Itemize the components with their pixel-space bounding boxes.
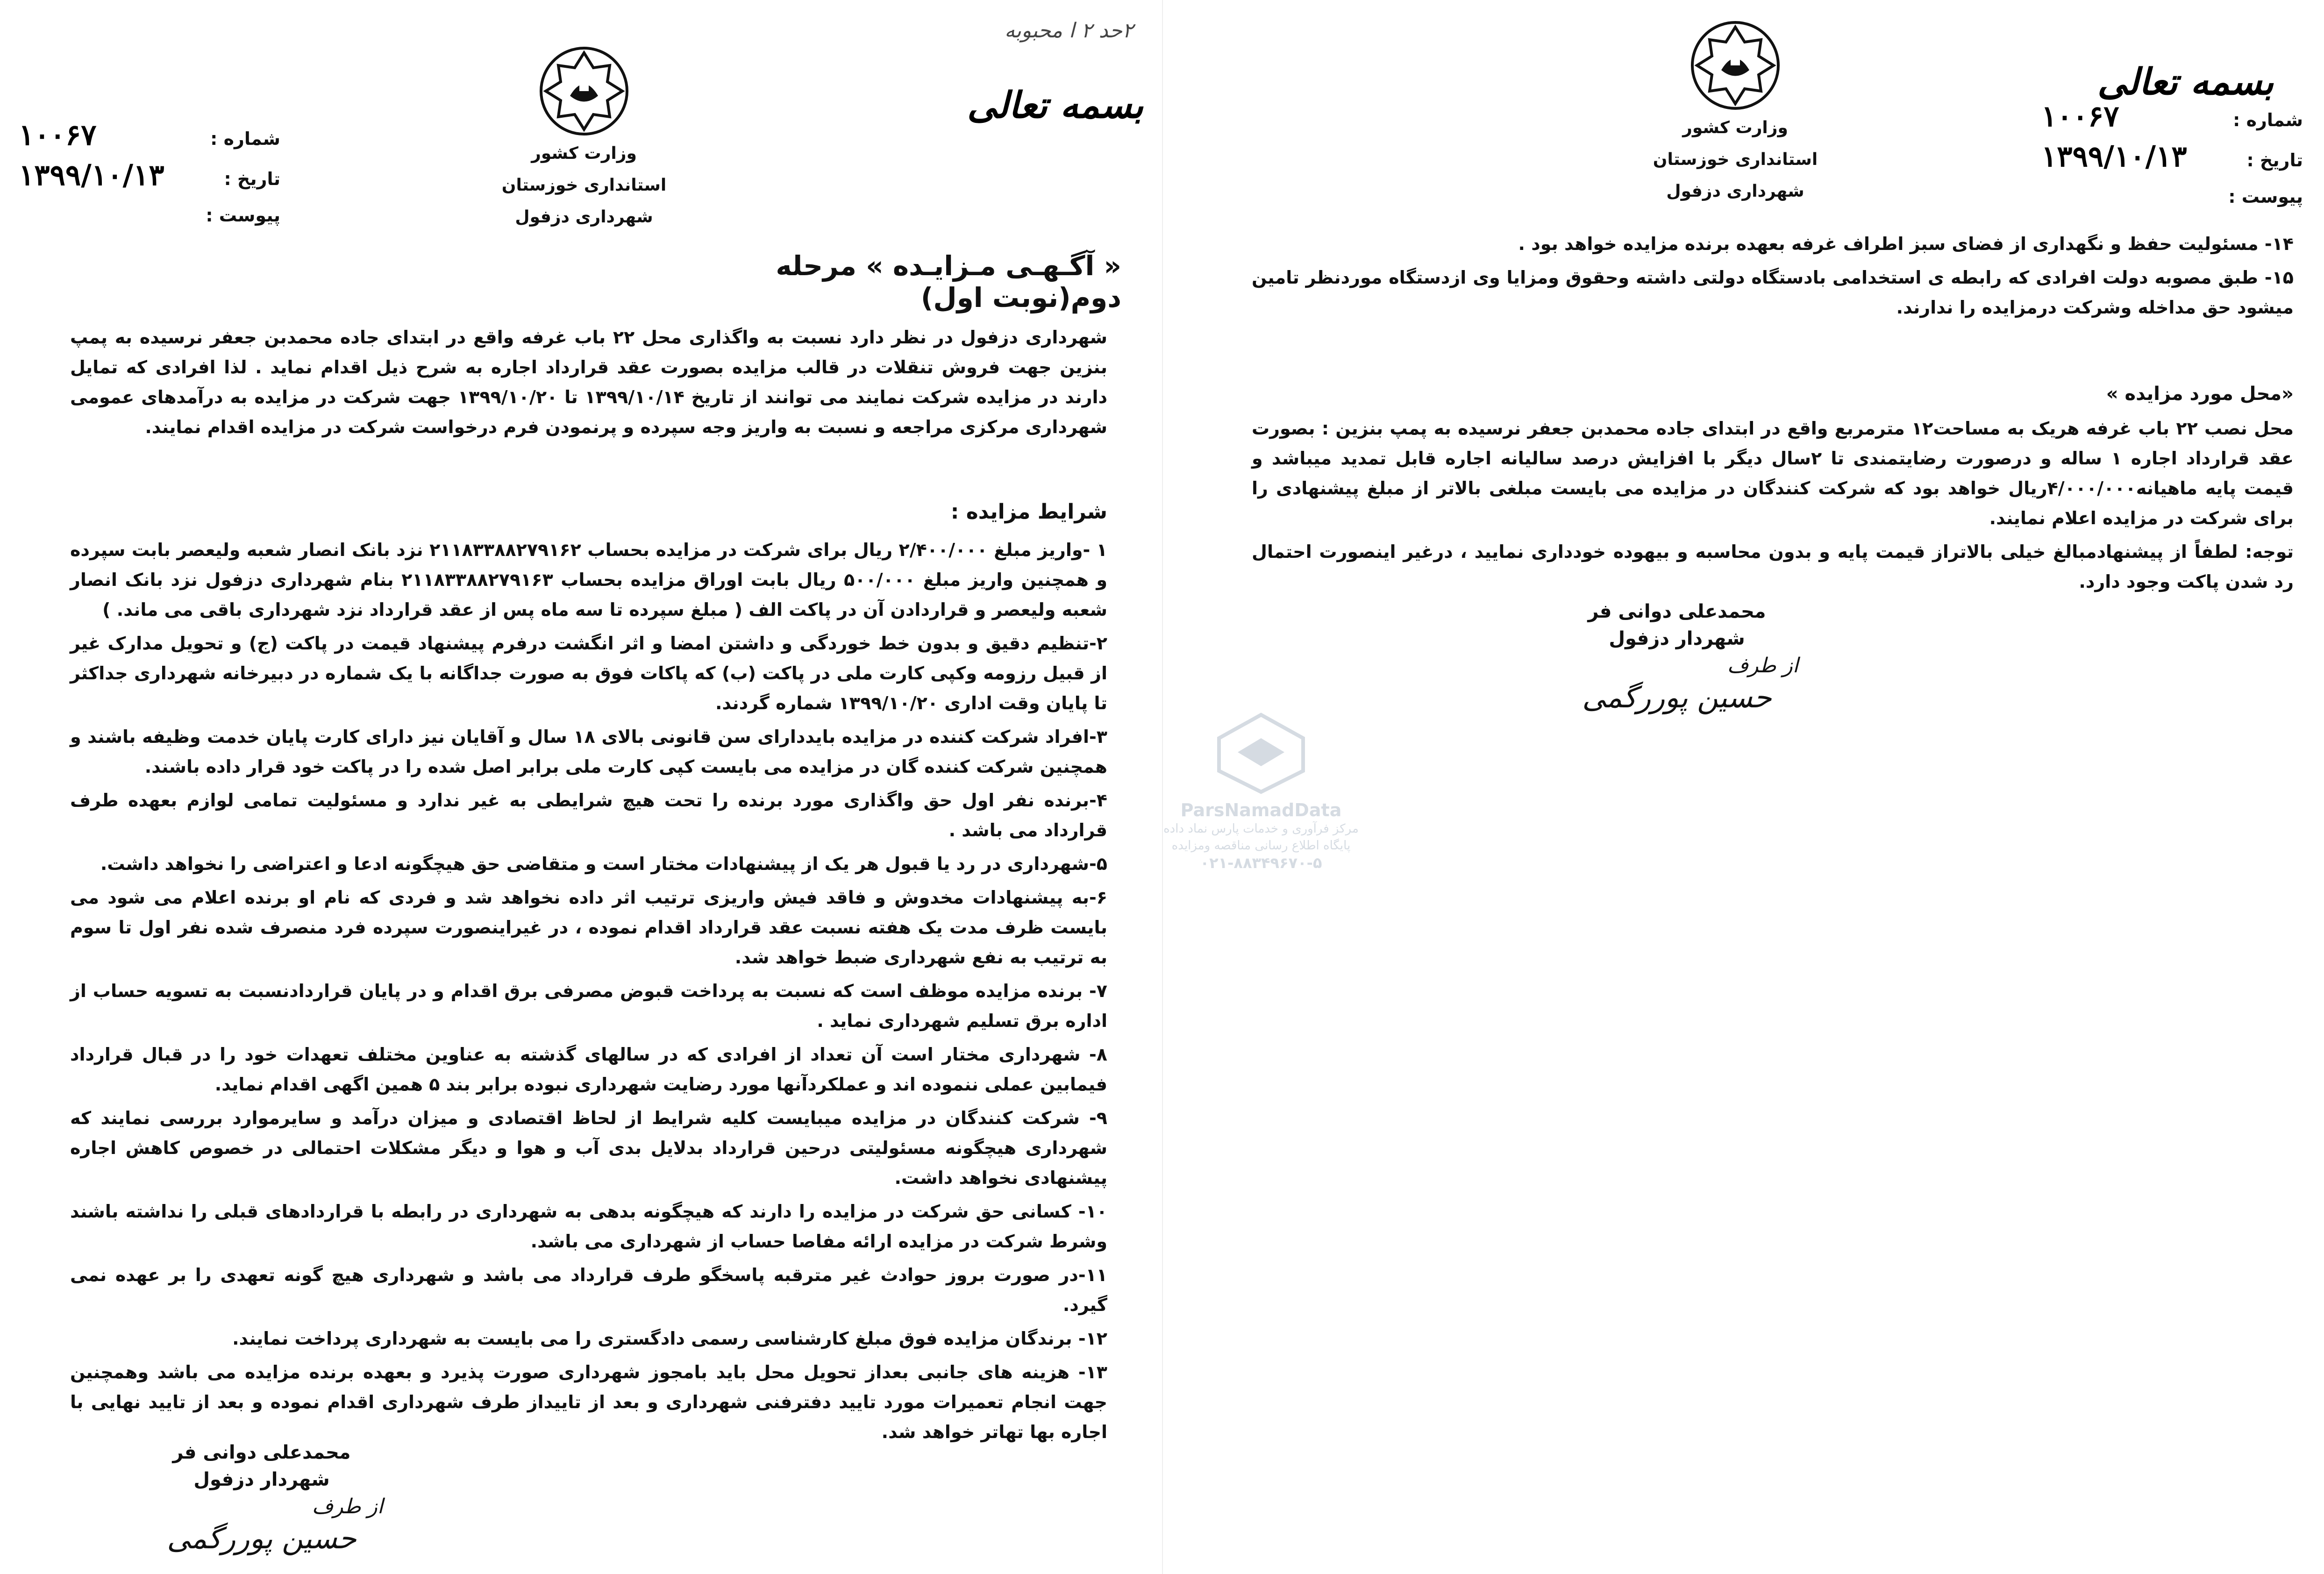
condition-item: ۱۲- برندگان مزایده فوق مبلغ کارشناسی رسمی دادگستری را می بایست به شهرداری پرداخت نمایند. [232, 1328, 1107, 1349]
auction-location-heading: «محل مورد مزایده » [2106, 383, 2294, 405]
condition-item: ۳-افراد شرکت کننده در مزایده بایددارای سن قانونی بالای ۱۸ سال و آقایان نیز دارای کارت پایان خدمت وظیفه باشند و همچنین شرکت کننده گان در مزایده می بایست کپی کارت ملی برابر اصل شده را در پاکت خود قرار داده باشند. [70, 726, 1107, 777]
auction-note: توجه: لطفاً از پیشنهادمبالغ خیلی بالاتراز قیمت پایه و بدون محاسبه و بیهوده خودداری نمایید ، درغیر اینصورت احتمال رد شدن پاکت وجود دارد. [1252, 541, 2294, 592]
additional-conditions [1252, 229, 2294, 326]
organization-block [495, 138, 673, 233]
organization-block [1647, 112, 1824, 207]
condition-item: ۹- شرکت کنندگان در مزایده میبایست کلیه شرایط از لحاظ اقتصادی و میزان درآمد و سایرموارد بررسی نمایند که شهرداری هیچگونه مسئولیتی درحین قرارداد بدلایل بدی آب و هوا و دیگر مشکلات احتمالی در خصوص کاهش اجاره پیشنهادی نخواهد داشت. [70, 1108, 1107, 1188]
basmala-heading: بسمه تعالی [2097, 61, 2274, 103]
condition-item: ۷- برنده مزایده موظف است که نسبت به پرداخت قبوض مصرفی برق اقدام و در پایان قراردادنسبت به تسویه حساب از اداره برق تسلیم شهرداری نماید . [70, 981, 1107, 1031]
attachment-label: پیوست : [2228, 186, 2303, 207]
condition-item: ۲-تنظیم دقیق و بدون خط خوردگی و داشتن امضا و اثر انگشت درفرم پیشنهاد قیمت در پاکت (ج) و تحویل مدارک غیر از قبیل رزومه وکپی کارت ملی در پاکت (ب) که پاکات فوق به صورت جداگانه با یک شماره در دبیرخانه شهرداری جداکثر تا پایان وقت اداری ۱۳۹۹/۱۰/۲۰ شماره گردند. [70, 633, 1107, 713]
handwritten-note: ۲حد ۲ ا محبوبه [1005, 19, 1133, 43]
signatory-role: شهردار دزفول [193, 1469, 330, 1490]
org-line-ministry: وزارت کشور [1682, 118, 1788, 137]
auction-location-text: محل نصب ۲۲ باب غرفه هریک به مساحت۱۲ مترمربع واقع در ابتدای جاده محمدبن جعفر نرسیده به پمپ بنزین : بصورت عقد قرارداد اجاره ۱ ساله و درصورت رضایتمندی تا ۲سال دیگر با افزایش درصد سالیانه اجاره قابل تمدید میباشد و قیمت پایه ماهیانه۴/۰۰۰/۰۰۰ریال خواهد بود که شرکت کنندگان در مزایده می بایست مبلغی بالاتر از مبلغ پیشنهادی را برای شرکت در مزایده اعلام نمایند. [1252, 418, 2294, 528]
watermark-phone: ۰۲۱-۸۸۳۴۹۶۷۰-۵ [1200, 854, 1322, 872]
number-value: ۱۰۰۶۷ [2041, 99, 2119, 133]
watermark-line-2: پایگاه اطلاع رسانی مناقصه ومزایده [1171, 839, 1351, 853]
org-line-municipality: شهرداری دزفول [515, 207, 653, 227]
signatory-name: محمدعلی دوانی فر [172, 1442, 351, 1463]
date-label: تاریخ : [2246, 150, 2303, 171]
signature-prefix: از طرف [1727, 654, 1798, 677]
attachment-label: پیوست : [206, 205, 280, 226]
notice-title: « آگـهـی مـزایـده » مرحله دوم(نوبت اول) [776, 250, 1121, 313]
signature-prefix: از طرف [312, 1495, 383, 1518]
condition-item: ۶-به پیشنهادات مخدوش و فاقد فیش واریزی ترتیب اثر داده نخواهد شد و فردی که نام او برنده اعلام می شود می بایست ظرف مدت یک هفته نسبت عقد قرارداد اقدام نموده ، در غیراینصورت سپرده فرد منصرف شده نفر اول تا سوم به ترتیب به نفع شهرداری ضبط خواهد شد. [70, 887, 1107, 968]
watermark-logo-icon [1210, 710, 1312, 794]
watermark-line-1: مرکز فرآوری و خدمات پارس نماد داده [1163, 822, 1359, 836]
org-line-ministry: وزارت کشور [531, 144, 637, 163]
org-line-governorate: استانداری خوزستان [501, 176, 667, 195]
date-label: تاریخ : [224, 169, 280, 189]
condition-item: ۱ -واریز مبلغ ۲/۴۰۰/۰۰۰ ریال برای شرکت در مزایده بحساب ۲۱۱۸۳۳۸۸۲۷۹۱۶۲ نزد بانک انصار شعبه ولیعصر بابت سپرده و همچنین واریز مبلغ ۵۰۰/۰۰۰ ریال بابت اوراق مزایده بحساب ۲۱۱۸۳۳۸۸۲۷۹۱۶۳ بنام شهرداری دزفول نزد بانک انصار شعبه ولیعصر و قراردادن آن در پاکت الف ( مبلغ سپرده تا سه ماه پس از عقد قرارداد نزد شهرداری باقی می ماند. ) [70, 540, 1108, 620]
signature-block [1555, 598, 1798, 714]
conditions-heading: شرایط مزایده : [950, 500, 1107, 524]
condition-item: ۵-شهرداری در رد یا قبول هر یک از پیشنهادات مختار است و متقاضی حق هیچگونه ادعا و اعتراضی را نخواهد داشت. [100, 854, 1107, 874]
signature-block [140, 1439, 383, 1555]
condition-item: ۸- شهرداری مختار است آن تعداد از افرادی که در سالهای گذشته به عناوین مختلف تعهدات خود را در قبال قرارداد فیمابین عملی ننموده اند و عملکردآنها مورد رضایت شهرداری نبوده برابر بند ۵ همین اگهی اقدام نماید. [70, 1044, 1107, 1095]
signatory-role: شهردار دزفول [1609, 628, 1745, 649]
condition-item: ۱۰- کسانی حق شرکت در مزایده را دارند که هیچگونه بدهی به شهرداری در رابطه با قراردادهای قبلی را نداشته باشند وشرط شرکت در مزایده ارائه مفاصا حساب از شهرداری می باشد. [70, 1201, 1107, 1252]
right-page [1162, 0, 2324, 1574]
notice-intro: شهرداری دزفول در نظر دارد نسبت به واگذاری محل ۲۲ باب غرفه واقع در ابتدای جاده محمدبن جعفر نرسیده به پمپ بنزین جهت فروش تنقلات در قالب مزایده بصورت عقد قرارداد اجاره به شرح ذیل اقدام نماید . لذا افرادی که تمایل دارند در مزایده شرکت نمایند می توانند از تاریخ ۱۳۹۹/۱۰/۱۴ تا ۱۳۹۹/۱۰/۲۰ جهت شرکت در مزایده به درآمدهای عمومی شهرداری مرکزی مراجعه و نسبت به واریز وجه سپرده و پرنمودن فرم درخواست شرکت در مزایده اقدام نمایند. [70, 327, 1107, 437]
condition-item: ۱۵- طبق مصوبه دولت افرادی که رابطه ی استخدامی بادستگاه دولتی داشته وحقوق ومزایا وی ازدستگاه موردنظر تامین میشود حق مداخله وشرکت درمزایده را ندارند. [1252, 267, 2294, 318]
handwritten-signature: حسین پوررگمی [1582, 680, 1772, 714]
org-line-governorate: استانداری خوزستان [1653, 150, 1818, 169]
watermark-brand: ParsNamadData [1180, 800, 1342, 820]
auction-location-section [1252, 413, 2294, 600]
condition-item: ۱۳- هزینه های جانبی بعداز تحویل محل باید بامجوز شهرداری صورت پذیرد و بعهده برنده مزایده می باشد وهمچنین جهت انجام تعمیرات مورد تایید دفترفنی شهرداری و بعد از تاییداز طرف شهرداری اقدام نموده و بعد از تایید نهایی با اجاره بها تهاتر خواهد شد. [70, 1362, 1107, 1442]
condition-item: ۴-برنده نفر اول حق واگذاری مورد برنده را تحت هیچ شرایطی به غیر ندارد و مسئولیت تمامی لوازم بعهده طرف قرارداد می باشد . [70, 790, 1107, 840]
number-value: ۱۰۰۶۷ [19, 118, 97, 152]
signatory-name: محمدعلی دوانی فر [1588, 601, 1766, 622]
condition-item: ۱۱-در صورت بروز حوادث غیر مترقبه پاسخگو طرف قرارداد می باشد و شهرداری هیچ گونه تعهدی را بر عهده نمی گیرد. [70, 1265, 1107, 1315]
letter-meta [2041, 98, 2303, 215]
handwritten-signature: حسین پوررگمی [167, 1521, 356, 1555]
basmala-heading: بسمه تعالی [967, 84, 1144, 127]
number-label: شماره : [210, 128, 280, 149]
condition-item: ۱۴- مسئولیت حفظ و نگهداری از فضای سبز اطراف غرفه بعهده برنده مزایده خواهد بود . [1518, 234, 2294, 254]
watermark [1163, 710, 1359, 878]
letter-meta [19, 117, 280, 234]
number-label: شماره : [2233, 110, 2303, 130]
date-value: ۱۳۹۹/۱۰/۱۳ [2041, 139, 2187, 173]
municipality-emblem-icon [1689, 19, 1782, 112]
date-value: ۱۳۹۹/۱۰/۱۳ [19, 158, 164, 192]
org-line-municipality: شهرداری دزفول [1666, 182, 1804, 201]
conditions-list [70, 535, 1107, 1451]
municipality-emblem-icon [537, 44, 631, 138]
